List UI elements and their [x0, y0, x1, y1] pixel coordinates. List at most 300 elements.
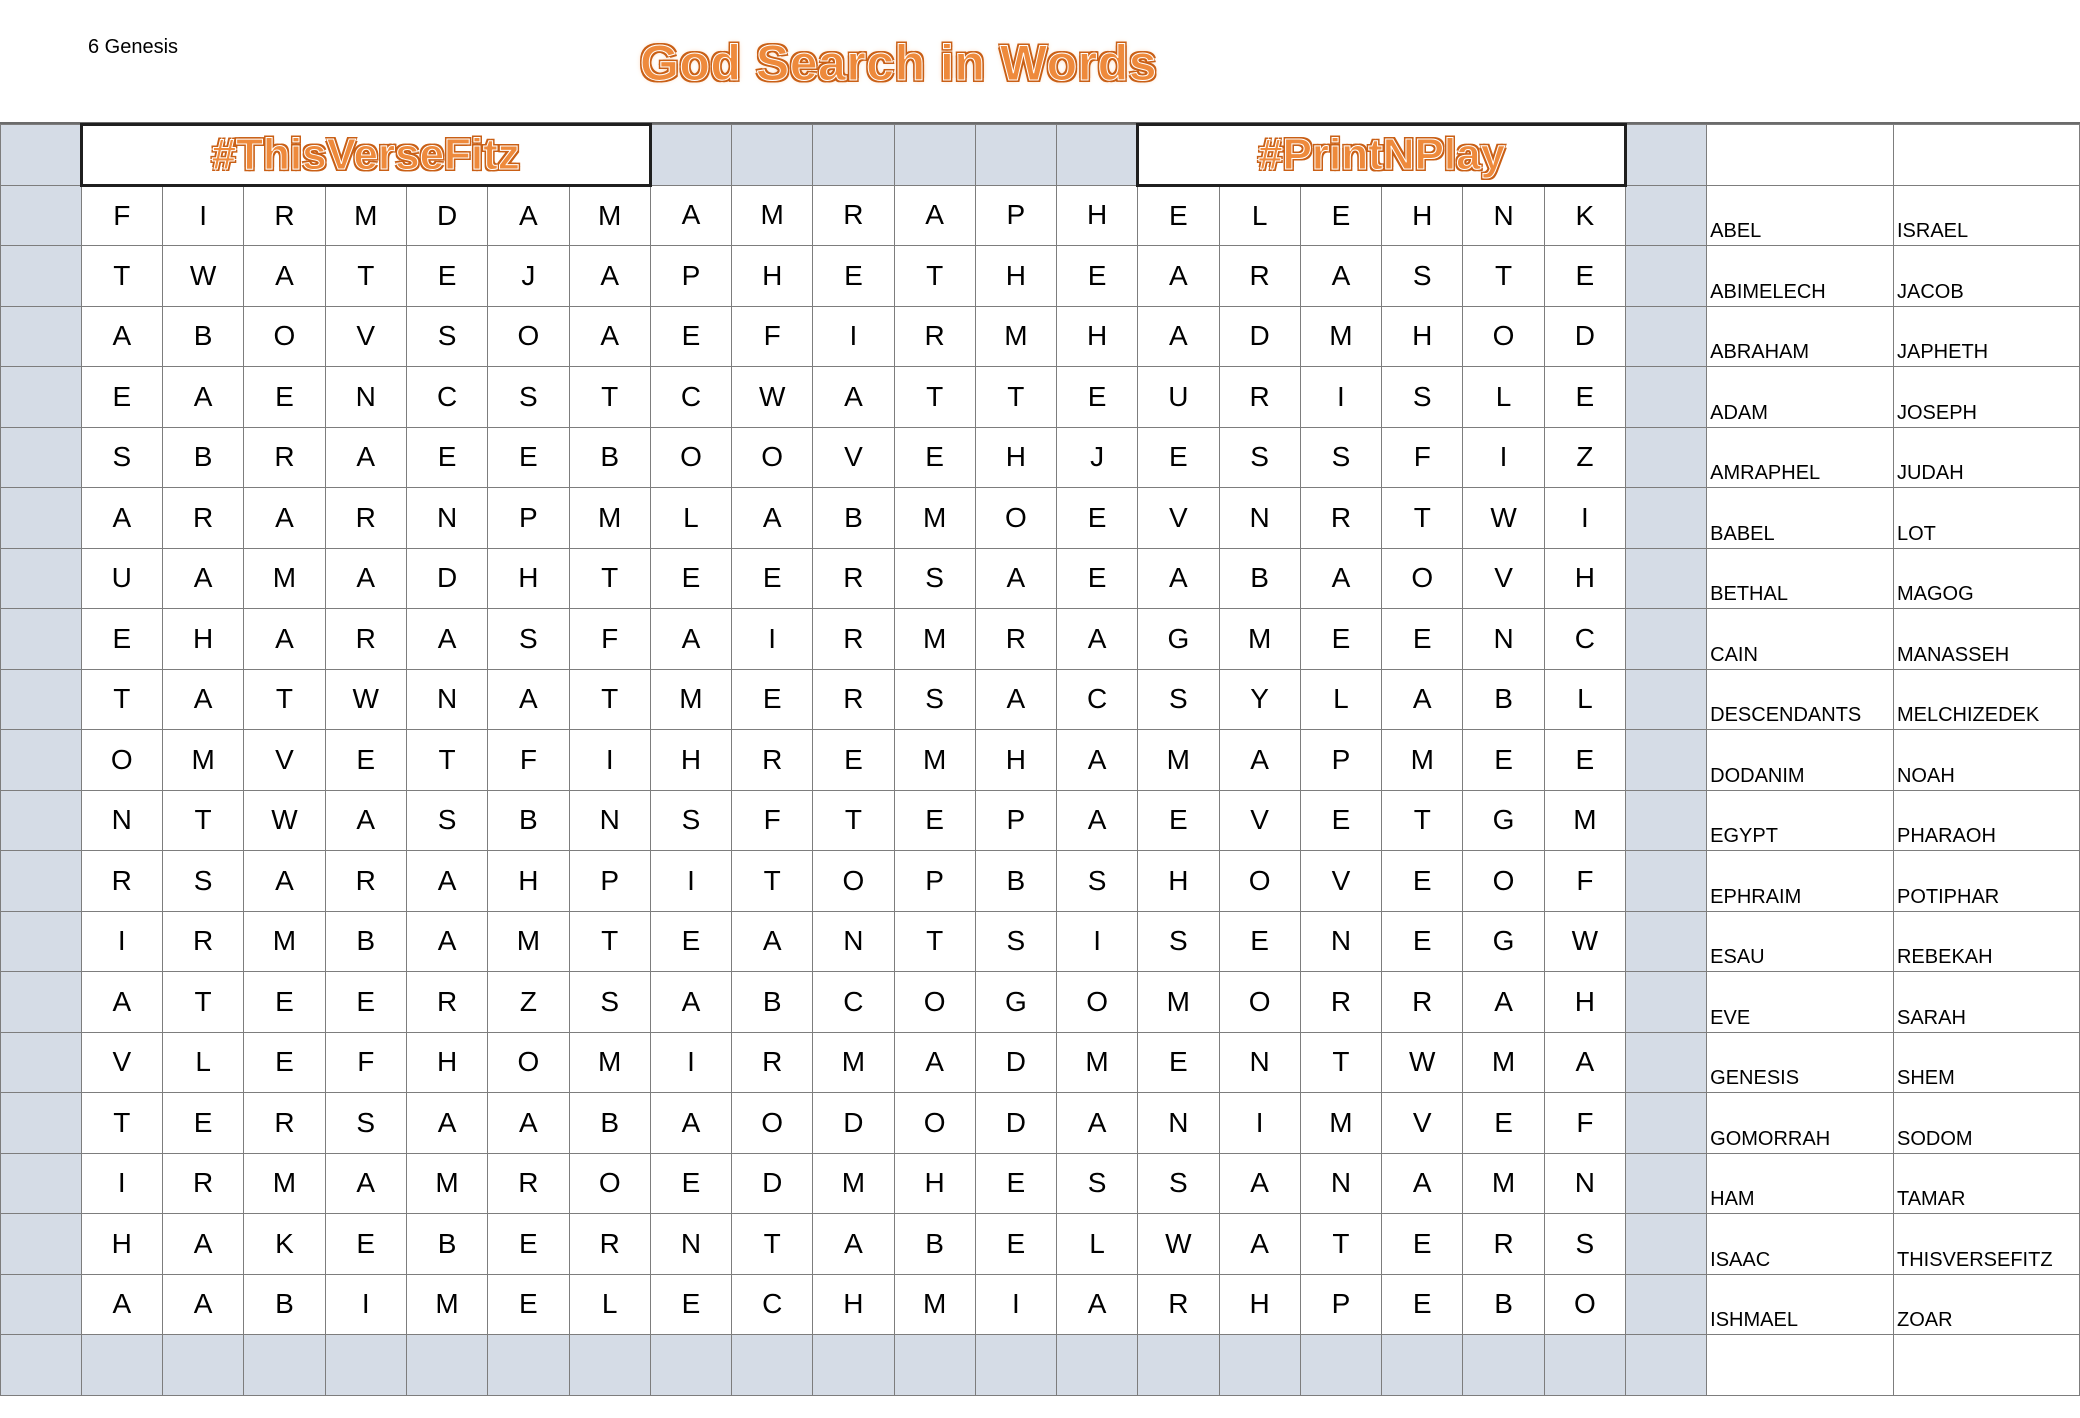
grid-letter-cell[interactable]: C [732, 1274, 813, 1335]
grid-letter-cell[interactable]: M [1463, 1032, 1544, 1093]
grid-letter-cell[interactable]: A [569, 246, 650, 307]
grid-letter-cell[interactable]: E [1544, 246, 1625, 307]
grid-letter-cell[interactable]: H [162, 609, 243, 670]
grid-letter-cell[interactable]: H [1382, 306, 1463, 367]
grid-letter-cell[interactable]: E [650, 306, 731, 367]
grid-letter-cell[interactable]: L [1219, 185, 1300, 246]
grid-letter-cell[interactable]: Z [488, 972, 569, 1033]
grid-letter-cell[interactable]: M [894, 609, 975, 670]
grid-letter-cell[interactable]: V [244, 730, 325, 791]
grid-letter-cell[interactable]: I [975, 1274, 1056, 1335]
grid-letter-cell[interactable]: N [1138, 1093, 1219, 1154]
grid-letter-cell[interactable]: A [1463, 972, 1544, 1033]
grid-letter-cell[interactable]: O [488, 1032, 569, 1093]
grid-letter-cell[interactable]: F [1382, 427, 1463, 488]
grid-letter-cell[interactable]: O [1463, 851, 1544, 912]
grid-letter-cell[interactable]: L [650, 488, 731, 549]
grid-letter-cell[interactable]: M [894, 730, 975, 791]
grid-letter-cell[interactable]: R [813, 669, 894, 730]
grid-letter-cell[interactable]: O [1219, 851, 1300, 912]
grid-letter-cell[interactable]: I [1219, 1093, 1300, 1154]
grid-letter-cell[interactable]: A [1138, 548, 1219, 609]
grid-letter-cell[interactable]: R [162, 488, 243, 549]
grid-letter-cell[interactable]: F [732, 306, 813, 367]
grid-letter-cell[interactable]: A [244, 246, 325, 307]
grid-letter-cell[interactable]: T [894, 367, 975, 428]
grid-letter-cell[interactable]: S [81, 427, 162, 488]
grid-letter-cell[interactable]: H [975, 246, 1056, 307]
grid-letter-cell[interactable]: P [650, 246, 731, 307]
grid-letter-cell[interactable]: A [1219, 1214, 1300, 1275]
grid-letter-cell[interactable]: M [569, 185, 650, 246]
grid-letter-cell[interactable]: T [406, 730, 487, 791]
grid-letter-cell[interactable]: E [1382, 851, 1463, 912]
grid-letter-cell[interactable]: R [1138, 1274, 1219, 1335]
grid-letter-cell[interactable]: A [406, 1093, 487, 1154]
grid-letter-cell[interactable]: N [1300, 1153, 1381, 1214]
grid-letter-cell[interactable]: T [975, 367, 1056, 428]
grid-letter-cell[interactable]: I [650, 851, 731, 912]
grid-letter-cell[interactable]: E [1300, 790, 1381, 851]
grid-letter-cell[interactable]: S [1382, 246, 1463, 307]
grid-letter-cell[interactable]: K [1544, 185, 1625, 246]
grid-letter-cell[interactable]: I [813, 306, 894, 367]
grid-letter-cell[interactable]: M [406, 1274, 487, 1335]
grid-letter-cell[interactable]: B [813, 488, 894, 549]
grid-letter-cell[interactable]: I [81, 911, 162, 972]
grid-letter-cell[interactable]: S [1382, 367, 1463, 428]
grid-letter-cell[interactable]: M [650, 669, 731, 730]
grid-letter-cell[interactable]: S [1138, 669, 1219, 730]
grid-letter-cell[interactable]: E [406, 427, 487, 488]
grid-letter-cell[interactable]: A [1056, 730, 1137, 791]
grid-letter-cell[interactable]: D [975, 1032, 1056, 1093]
grid-letter-cell[interactable]: E [1056, 548, 1137, 609]
grid-letter-cell[interactable]: O [650, 427, 731, 488]
grid-letter-cell[interactable]: H [488, 851, 569, 912]
grid-letter-cell[interactable]: B [325, 911, 406, 972]
grid-letter-cell[interactable]: T [813, 790, 894, 851]
grid-letter-cell[interactable]: E [1544, 367, 1625, 428]
grid-letter-cell[interactable]: E [1300, 609, 1381, 670]
grid-letter-cell[interactable]: R [488, 1153, 569, 1214]
grid-letter-cell[interactable]: F [81, 185, 162, 246]
grid-letter-cell[interactable]: H [406, 1032, 487, 1093]
grid-letter-cell[interactable]: S [1138, 1153, 1219, 1214]
grid-letter-cell[interactable]: R [325, 488, 406, 549]
grid-letter-cell[interactable]: W [1463, 488, 1544, 549]
grid-letter-cell[interactable]: E [488, 427, 569, 488]
grid-letter-cell[interactable]: V [81, 1032, 162, 1093]
grid-letter-cell[interactable]: A [1138, 306, 1219, 367]
grid-letter-cell[interactable]: T [1382, 790, 1463, 851]
grid-letter-cell[interactable]: M [244, 911, 325, 972]
grid-letter-cell[interactable]: W [1382, 1032, 1463, 1093]
grid-letter-cell[interactable]: S [488, 609, 569, 670]
grid-letter-cell[interactable]: F [325, 1032, 406, 1093]
grid-letter-cell[interactable]: V [1219, 790, 1300, 851]
grid-letter-cell[interactable]: A [244, 851, 325, 912]
grid-letter-cell[interactable]: H [1056, 306, 1137, 367]
grid-letter-cell[interactable]: R [244, 427, 325, 488]
grid-letter-cell[interactable]: A [813, 1214, 894, 1275]
grid-letter-cell[interactable]: A [1300, 246, 1381, 307]
grid-letter-cell[interactable]: A [488, 1093, 569, 1154]
grid-letter-cell[interactable]: A [325, 1153, 406, 1214]
grid-letter-cell[interactable]: A [1219, 1153, 1300, 1214]
grid-letter-cell[interactable]: G [975, 972, 1056, 1033]
grid-letter-cell[interactable]: M [569, 488, 650, 549]
grid-letter-cell[interactable]: M [569, 1032, 650, 1093]
grid-letter-cell[interactable]: I [162, 185, 243, 246]
grid-letter-cell[interactable]: W [1544, 911, 1625, 972]
grid-letter-cell[interactable]: E [162, 1093, 243, 1154]
grid-letter-cell[interactable]: G [1138, 609, 1219, 670]
grid-letter-cell[interactable]: T [1382, 488, 1463, 549]
grid-letter-cell[interactable]: R [162, 1153, 243, 1214]
grid-letter-cell[interactable]: T [732, 851, 813, 912]
grid-letter-cell[interactable]: B [569, 1093, 650, 1154]
grid-letter-cell[interactable]: P [975, 185, 1056, 246]
grid-letter-cell[interactable]: E [894, 427, 975, 488]
grid-letter-cell[interactable]: E [244, 1032, 325, 1093]
grid-letter-cell[interactable]: A [894, 1032, 975, 1093]
grid-letter-cell[interactable]: A [1138, 246, 1219, 307]
grid-letter-cell[interactable]: C [650, 367, 731, 428]
grid-letter-cell[interactable]: T [1300, 1214, 1381, 1275]
grid-letter-cell[interactable]: L [1056, 1214, 1137, 1275]
grid-letter-cell[interactable]: R [732, 1032, 813, 1093]
grid-letter-cell[interactable]: E [1300, 185, 1381, 246]
grid-letter-cell[interactable]: T [81, 669, 162, 730]
grid-letter-cell[interactable]: E [1382, 911, 1463, 972]
grid-letter-cell[interactable]: P [1300, 1274, 1381, 1335]
grid-letter-cell[interactable]: T [81, 1093, 162, 1154]
grid-letter-cell[interactable]: F [1544, 851, 1625, 912]
grid-letter-cell[interactable]: E [1382, 1274, 1463, 1335]
grid-letter-cell[interactable]: A [732, 488, 813, 549]
grid-letter-cell[interactable]: M [1300, 306, 1381, 367]
grid-letter-cell[interactable]: A [975, 669, 1056, 730]
grid-letter-cell[interactable]: E [813, 246, 894, 307]
grid-letter-cell[interactable]: E [1219, 911, 1300, 972]
grid-letter-cell[interactable]: E [813, 730, 894, 791]
grid-letter-cell[interactable]: E [975, 1214, 1056, 1275]
grid-letter-cell[interactable]: R [244, 1093, 325, 1154]
grid-letter-cell[interactable]: P [975, 790, 1056, 851]
grid-letter-cell[interactable]: H [975, 730, 1056, 791]
grid-letter-cell[interactable]: R [894, 306, 975, 367]
grid-letter-cell[interactable]: A [488, 669, 569, 730]
grid-letter-cell[interactable]: R [1300, 972, 1381, 1033]
grid-letter-cell[interactable]: I [650, 1032, 731, 1093]
grid-letter-cell[interactable]: T [569, 367, 650, 428]
grid-letter-cell[interactable]: H [488, 548, 569, 609]
grid-letter-cell[interactable]: E [732, 548, 813, 609]
grid-letter-cell[interactable]: N [1219, 1032, 1300, 1093]
grid-letter-cell[interactable]: P [488, 488, 569, 549]
grid-letter-cell[interactable]: H [732, 246, 813, 307]
grid-letter-cell[interactable]: I [325, 1274, 406, 1335]
grid-letter-cell[interactable]: W [162, 246, 243, 307]
grid-letter-cell[interactable]: G [1463, 911, 1544, 972]
grid-letter-cell[interactable]: L [1300, 669, 1381, 730]
grid-letter-cell[interactable]: A [406, 911, 487, 972]
grid-letter-cell[interactable]: L [1463, 367, 1544, 428]
grid-letter-cell[interactable]: A [81, 1274, 162, 1335]
grid-letter-cell[interactable]: B [162, 306, 243, 367]
grid-letter-cell[interactable]: R [162, 911, 243, 972]
grid-letter-cell[interactable]: E [81, 367, 162, 428]
grid-letter-cell[interactable]: E [732, 669, 813, 730]
grid-letter-cell[interactable]: H [1219, 1274, 1300, 1335]
grid-letter-cell[interactable]: R [81, 851, 162, 912]
grid-letter-cell[interactable]: H [650, 730, 731, 791]
grid-letter-cell[interactable]: D [813, 1093, 894, 1154]
grid-letter-cell[interactable]: M [488, 911, 569, 972]
grid-letter-cell[interactable]: H [1138, 851, 1219, 912]
grid-letter-cell[interactable]: R [1219, 246, 1300, 307]
grid-letter-cell[interactable]: Y [1219, 669, 1300, 730]
grid-letter-cell[interactable]: H [1544, 972, 1625, 1033]
grid-letter-cell[interactable]: A [1056, 609, 1137, 670]
grid-letter-cell[interactable]: T [325, 246, 406, 307]
grid-letter-cell[interactable]: S [894, 669, 975, 730]
grid-letter-cell[interactable]: I [1056, 911, 1137, 972]
grid-letter-cell[interactable]: S [1056, 851, 1137, 912]
grid-letter-cell[interactable]: O [488, 306, 569, 367]
grid-letter-cell[interactable]: V [325, 306, 406, 367]
grid-letter-cell[interactable]: F [1544, 1093, 1625, 1154]
grid-letter-cell[interactable]: A [1382, 1153, 1463, 1214]
grid-letter-cell[interactable]: W [1138, 1214, 1219, 1275]
grid-letter-cell[interactable]: C [1544, 609, 1625, 670]
grid-letter-cell[interactable]: V [813, 427, 894, 488]
grid-letter-cell[interactable]: O [1544, 1274, 1625, 1335]
grid-letter-cell[interactable]: S [325, 1093, 406, 1154]
grid-letter-cell[interactable]: A [1219, 730, 1300, 791]
grid-letter-cell[interactable]: H [1056, 185, 1137, 246]
grid-letter-cell[interactable]: O [1056, 972, 1137, 1033]
grid-letter-cell[interactable]: E [650, 1274, 731, 1335]
grid-letter-cell[interactable]: I [1544, 488, 1625, 549]
grid-letter-cell[interactable]: W [244, 790, 325, 851]
grid-letter-cell[interactable]: N [813, 911, 894, 972]
grid-letter-cell[interactable]: W [325, 669, 406, 730]
grid-letter-cell[interactable]: O [1382, 548, 1463, 609]
grid-letter-cell[interactable]: H [1544, 548, 1625, 609]
grid-letter-cell[interactable]: J [488, 246, 569, 307]
grid-letter-cell[interactable]: S [406, 790, 487, 851]
grid-letter-cell[interactable]: S [650, 790, 731, 851]
grid-letter-cell[interactable]: R [325, 609, 406, 670]
grid-letter-cell[interactable]: E [1056, 246, 1137, 307]
grid-letter-cell[interactable]: T [732, 1214, 813, 1275]
grid-letter-cell[interactable]: T [1463, 246, 1544, 307]
grid-letter-cell[interactable]: W [732, 367, 813, 428]
grid-letter-cell[interactable]: E [325, 972, 406, 1033]
grid-letter-cell[interactable]: O [1219, 972, 1300, 1033]
grid-letter-cell[interactable]: A [325, 548, 406, 609]
grid-letter-cell[interactable]: A [406, 851, 487, 912]
grid-letter-cell[interactable]: B [1463, 1274, 1544, 1335]
grid-letter-cell[interactable]: T [162, 972, 243, 1033]
grid-letter-cell[interactable]: D [732, 1153, 813, 1214]
grid-letter-cell[interactable]: B [1463, 669, 1544, 730]
grid-letter-cell[interactable]: D [975, 1093, 1056, 1154]
grid-letter-cell[interactable]: B [1219, 548, 1300, 609]
grid-letter-cell[interactable]: S [569, 972, 650, 1033]
grid-letter-cell[interactable]: G [1463, 790, 1544, 851]
grid-letter-cell[interactable]: C [813, 972, 894, 1033]
grid-letter-cell[interactable]: A [650, 1093, 731, 1154]
grid-letter-cell[interactable]: A [732, 911, 813, 972]
grid-letter-cell[interactable]: F [488, 730, 569, 791]
grid-letter-cell[interactable]: E [1056, 367, 1137, 428]
grid-letter-cell[interactable]: E [650, 911, 731, 972]
grid-letter-cell[interactable]: O [813, 851, 894, 912]
grid-letter-cell[interactable]: O [569, 1153, 650, 1214]
grid-letter-cell[interactable]: N [650, 1214, 731, 1275]
grid-letter-cell[interactable]: N [1463, 185, 1544, 246]
grid-letter-cell[interactable]: M [1382, 730, 1463, 791]
grid-letter-cell[interactable]: M [975, 306, 1056, 367]
grid-letter-cell[interactable]: M [894, 488, 975, 549]
grid-letter-cell[interactable]: A [406, 609, 487, 670]
grid-letter-cell[interactable]: O [81, 730, 162, 791]
grid-letter-cell[interactable]: B [488, 790, 569, 851]
grid-letter-cell[interactable]: V [1300, 851, 1381, 912]
grid-letter-cell[interactable]: S [488, 367, 569, 428]
grid-letter-cell[interactable]: E [325, 730, 406, 791]
grid-letter-cell[interactable]: R [1300, 488, 1381, 549]
grid-letter-cell[interactable]: R [1382, 972, 1463, 1033]
grid-letter-cell[interactable]: N [1463, 609, 1544, 670]
grid-letter-cell[interactable]: B [569, 427, 650, 488]
grid-letter-cell[interactable]: M [1056, 1032, 1137, 1093]
grid-letter-cell[interactable]: R [813, 548, 894, 609]
grid-letter-cell[interactable]: N [1300, 911, 1381, 972]
grid-letter-cell[interactable]: U [81, 548, 162, 609]
grid-letter-cell[interactable]: E [650, 548, 731, 609]
grid-letter-cell[interactable]: V [1138, 488, 1219, 549]
grid-letter-cell[interactable]: M [244, 548, 325, 609]
grid-letter-cell[interactable]: E [244, 367, 325, 428]
grid-letter-cell[interactable]: S [162, 851, 243, 912]
grid-letter-cell[interactable]: E [406, 246, 487, 307]
grid-letter-cell[interactable]: I [1463, 427, 1544, 488]
grid-letter-cell[interactable]: U [1138, 367, 1219, 428]
grid-letter-cell[interactable]: V [1463, 548, 1544, 609]
grid-letter-cell[interactable]: N [1544, 1153, 1625, 1214]
grid-letter-cell[interactable]: R [813, 185, 894, 246]
grid-letter-cell[interactable]: L [1544, 669, 1625, 730]
grid-letter-cell[interactable]: E [1463, 730, 1544, 791]
grid-letter-cell[interactable]: O [732, 1093, 813, 1154]
grid-letter-cell[interactable]: A [1056, 1093, 1137, 1154]
grid-letter-cell[interactable]: T [81, 246, 162, 307]
grid-letter-cell[interactable]: A [162, 1274, 243, 1335]
grid-letter-cell[interactable]: E [650, 1153, 731, 1214]
grid-letter-cell[interactable]: M [732, 185, 813, 246]
grid-letter-cell[interactable]: R [244, 185, 325, 246]
grid-letter-cell[interactable]: P [569, 851, 650, 912]
grid-letter-cell[interactable]: V [1382, 1093, 1463, 1154]
grid-letter-cell[interactable]: A [1544, 1032, 1625, 1093]
grid-letter-cell[interactable]: E [488, 1214, 569, 1275]
grid-letter-cell[interactable]: A [162, 548, 243, 609]
grid-letter-cell[interactable]: A [569, 306, 650, 367]
grid-letter-cell[interactable]: I [1300, 367, 1381, 428]
grid-letter-cell[interactable]: T [569, 911, 650, 972]
grid-letter-cell[interactable]: A [650, 609, 731, 670]
grid-letter-cell[interactable]: E [488, 1274, 569, 1335]
grid-letter-cell[interactable]: A [650, 185, 731, 246]
grid-letter-cell[interactable]: R [732, 730, 813, 791]
grid-letter-cell[interactable]: M [1300, 1093, 1381, 1154]
grid-letter-cell[interactable]: B [732, 972, 813, 1033]
grid-letter-cell[interactable]: B [894, 1214, 975, 1275]
grid-letter-cell[interactable]: H [894, 1153, 975, 1214]
grid-letter-cell[interactable]: S [406, 306, 487, 367]
grid-letter-cell[interactable]: F [569, 609, 650, 670]
grid-letter-cell[interactable]: I [81, 1153, 162, 1214]
grid-letter-cell[interactable]: E [81, 609, 162, 670]
grid-letter-cell[interactable]: F [732, 790, 813, 851]
grid-letter-cell[interactable]: A [81, 972, 162, 1033]
grid-letter-cell[interactable]: A [162, 1214, 243, 1275]
grid-letter-cell[interactable]: N [569, 790, 650, 851]
grid-letter-cell[interactable]: R [325, 851, 406, 912]
grid-letter-cell[interactable]: J [1056, 427, 1137, 488]
grid-letter-cell[interactable]: S [975, 911, 1056, 972]
grid-letter-cell[interactable]: T [894, 911, 975, 972]
grid-letter-cell[interactable]: A [81, 306, 162, 367]
grid-letter-cell[interactable]: H [81, 1214, 162, 1275]
grid-letter-cell[interactable]: H [1382, 185, 1463, 246]
grid-letter-cell[interactable]: E [975, 1153, 1056, 1214]
grid-letter-cell[interactable]: S [1138, 911, 1219, 972]
grid-letter-cell[interactable]: B [162, 427, 243, 488]
grid-letter-cell[interactable]: E [1138, 790, 1219, 851]
grid-letter-cell[interactable]: N [406, 488, 487, 549]
grid-letter-cell[interactable]: O [1463, 306, 1544, 367]
grid-letter-cell[interactable]: A [894, 185, 975, 246]
grid-letter-cell[interactable]: H [975, 427, 1056, 488]
grid-letter-cell[interactable]: A [325, 427, 406, 488]
grid-letter-cell[interactable]: B [406, 1214, 487, 1275]
grid-letter-cell[interactable]: M [406, 1153, 487, 1214]
grid-letter-cell[interactable]: A [813, 367, 894, 428]
grid-letter-cell[interactable]: N [406, 669, 487, 730]
grid-letter-cell[interactable]: I [732, 609, 813, 670]
grid-letter-cell[interactable]: I [569, 730, 650, 791]
grid-letter-cell[interactable]: D [406, 185, 487, 246]
grid-letter-cell[interactable]: C [1056, 669, 1137, 730]
grid-letter-cell[interactable]: N [325, 367, 406, 428]
grid-letter-cell[interactable]: M [1544, 790, 1625, 851]
grid-letter-cell[interactable]: L [162, 1032, 243, 1093]
grid-letter-cell[interactable]: T [569, 669, 650, 730]
grid-letter-cell[interactable]: T [162, 790, 243, 851]
grid-letter-cell[interactable]: A [650, 972, 731, 1033]
grid-letter-cell[interactable]: Z [1544, 427, 1625, 488]
grid-letter-cell[interactable]: S [1544, 1214, 1625, 1275]
grid-letter-cell[interactable]: A [488, 185, 569, 246]
grid-letter-cell[interactable]: O [244, 306, 325, 367]
grid-letter-cell[interactable]: T [894, 246, 975, 307]
grid-letter-cell[interactable]: N [81, 790, 162, 851]
